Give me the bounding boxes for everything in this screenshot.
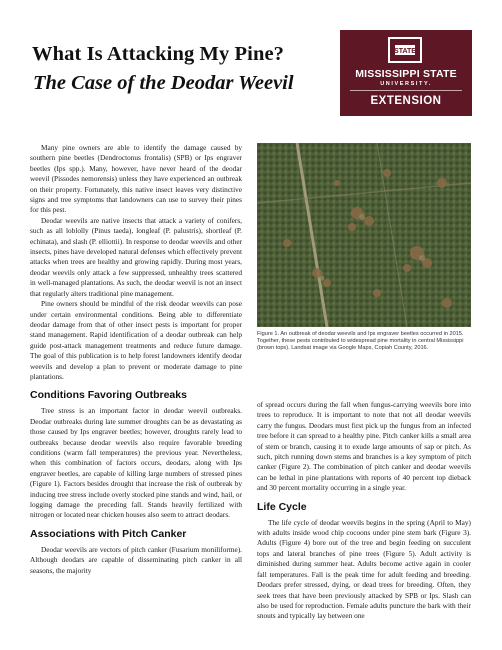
logo-line3: EXTENSION xyxy=(370,95,442,107)
page-subtitle: The Case of the Deodar Weevil xyxy=(33,72,294,94)
logo-line2: UNIVERSITY. xyxy=(380,81,432,87)
conditions-heading: Conditions Favoring Outbreaks xyxy=(30,389,187,402)
intro-paragraph-1: Many pine owners are able to identify the damage caused by southern pine beetles (Dendroctonus frontalis) (SPB) or Ips engraver beetles (Ips spp.). Many, however, have never heard of the deodar weevil (Pissodes nemorensis) unless they have experienced an outbreak on their property. Fortunately, this native insect leaves very distinctive signs and tree symptoms that landowners can use to survey their pines for this pest. xyxy=(30,143,242,215)
figure-1-caption: Figure 1. An outbreak of deodar weevils and Ips engraver beetles occurred in 2015. Together, these pests contributed to widespread pine mortality in central Mississippi (brown tops). Landsat image via Google Maps, Copiah County, 2016. xyxy=(257,331,464,352)
life-cycle-heading: Life Cycle xyxy=(257,500,307,513)
logo-divider xyxy=(350,90,462,91)
logo-line1: MISSISSIPPI STATE xyxy=(355,68,457,80)
state-seal-icon xyxy=(388,35,422,65)
pitch-canker-continued: of spread occurs during the fall when fungus-carrying weevils bore into trees to reproduce. It is important to note that not all deodar weevils carry the fungus. Deodars must first pick up the fungus from an infected tree before it can spread to a healthy pine. Pitch canker kills a small area of stem or branch, causing it to exude large amounts of sap or pitch. As such, pitch running down stems and branches is a key symptom of pitch canker (Figure 2). The combination of pitch canker and deodar weevils can be lethal in pine plantations with reports of 40 percent top dieback and 30 percent mortality occurring in a single year. xyxy=(257,400,471,493)
intro-paragraph-3: Pine owners should be mindful of the risk deodar weevils can pose under certain environmental conditions. Being able to differentiate deodar damage from that of other insect pests is important for proper stand management. Rapid identification of a deodar outbreak can help guide post-attack management treatments and reduce future damage. The goal of this publication is to help forest landowners identify deodar weevils and develop a plan to prevent or moderate damage to pine plantations. xyxy=(30,299,242,381)
intro-paragraph-2: Deodar weevils are native insects that attack a variety of conifers, such as all loblolly (Pinus taeda), longleaf (P. palustris), shortleaf (P. echinata), and slash (P. elliottii). In response to deodar weevils and other insects, pines have developed natural defenses which effectively prevent attacks when trees are healthy and growing rapidly. During most years, deodar weevils only attack a few suppressed, unhealthy trees scattered in well-managed plantations. As such, the deodar weevil is not an insect that regularly alters traditional pine management. xyxy=(30,215,242,298)
page-title: What Is Attacking My Pine? xyxy=(32,43,285,65)
pitch-canker-heading: Associations with Pitch Canker xyxy=(30,527,187,540)
life-cycle-paragraph: The life cycle of deodar weevils begins in the spring (April to May) with adults inside wood chip cocoons under pine stem bark (Figure 3). Adults (Figure 4) bore out of the tree and begin feeding on succulent tops and lateral branches of pine trees (Figure 5). Adult activity is diminished during summer heat. Adults become active again in cooler fall temperatures. Fall is the peak time for adult feeding and breeding. Deodars prefer stressed, dying, or dead trees for breeding. Often, they seek trees that have been previously attacked by SPB or Ips. Slash can also be used for reproduction. Female adults puncture the bark with their snouts and typically lay between one xyxy=(257,517,471,621)
right-column xyxy=(257,400,471,622)
left-column xyxy=(30,143,242,576)
pitch-canker-paragraph: Deodar weevils are vectors of pitch canker (Fusarium moniliforme). Although deodars are capable of disseminating pitch canker in all seasons, the majority xyxy=(30,544,242,575)
seal-text: STATE xyxy=(394,48,416,55)
figure-1-aerial-photo xyxy=(257,143,471,327)
extension-logo xyxy=(340,30,472,116)
conditions-paragraph: Tree stress is an important factor in deodar weevil outbreaks. Deodar outbreaks during late summer droughts can be as devastating as those caused by Ips engraver beetles; however, droughts rarely lead to outbreaks because deodar weevils also require favorable breeding conditions (warm fall temperatures) the previous year. Nevertheless, when this combination of factors occurs, deodars, along with Ips engraver beetles, are capable of killing large numbers of stressed pines (Figure 1). Factors besides drought that increase the risk of outbreak by inducing tree stress include overly stocked pine stands and wind, hail, or logging damage the preceding fall. Stands heavily fertilized with nitrogen or located near chicken houses also seem to attract deodars. xyxy=(30,406,242,520)
aerial-photo-image xyxy=(257,143,471,327)
